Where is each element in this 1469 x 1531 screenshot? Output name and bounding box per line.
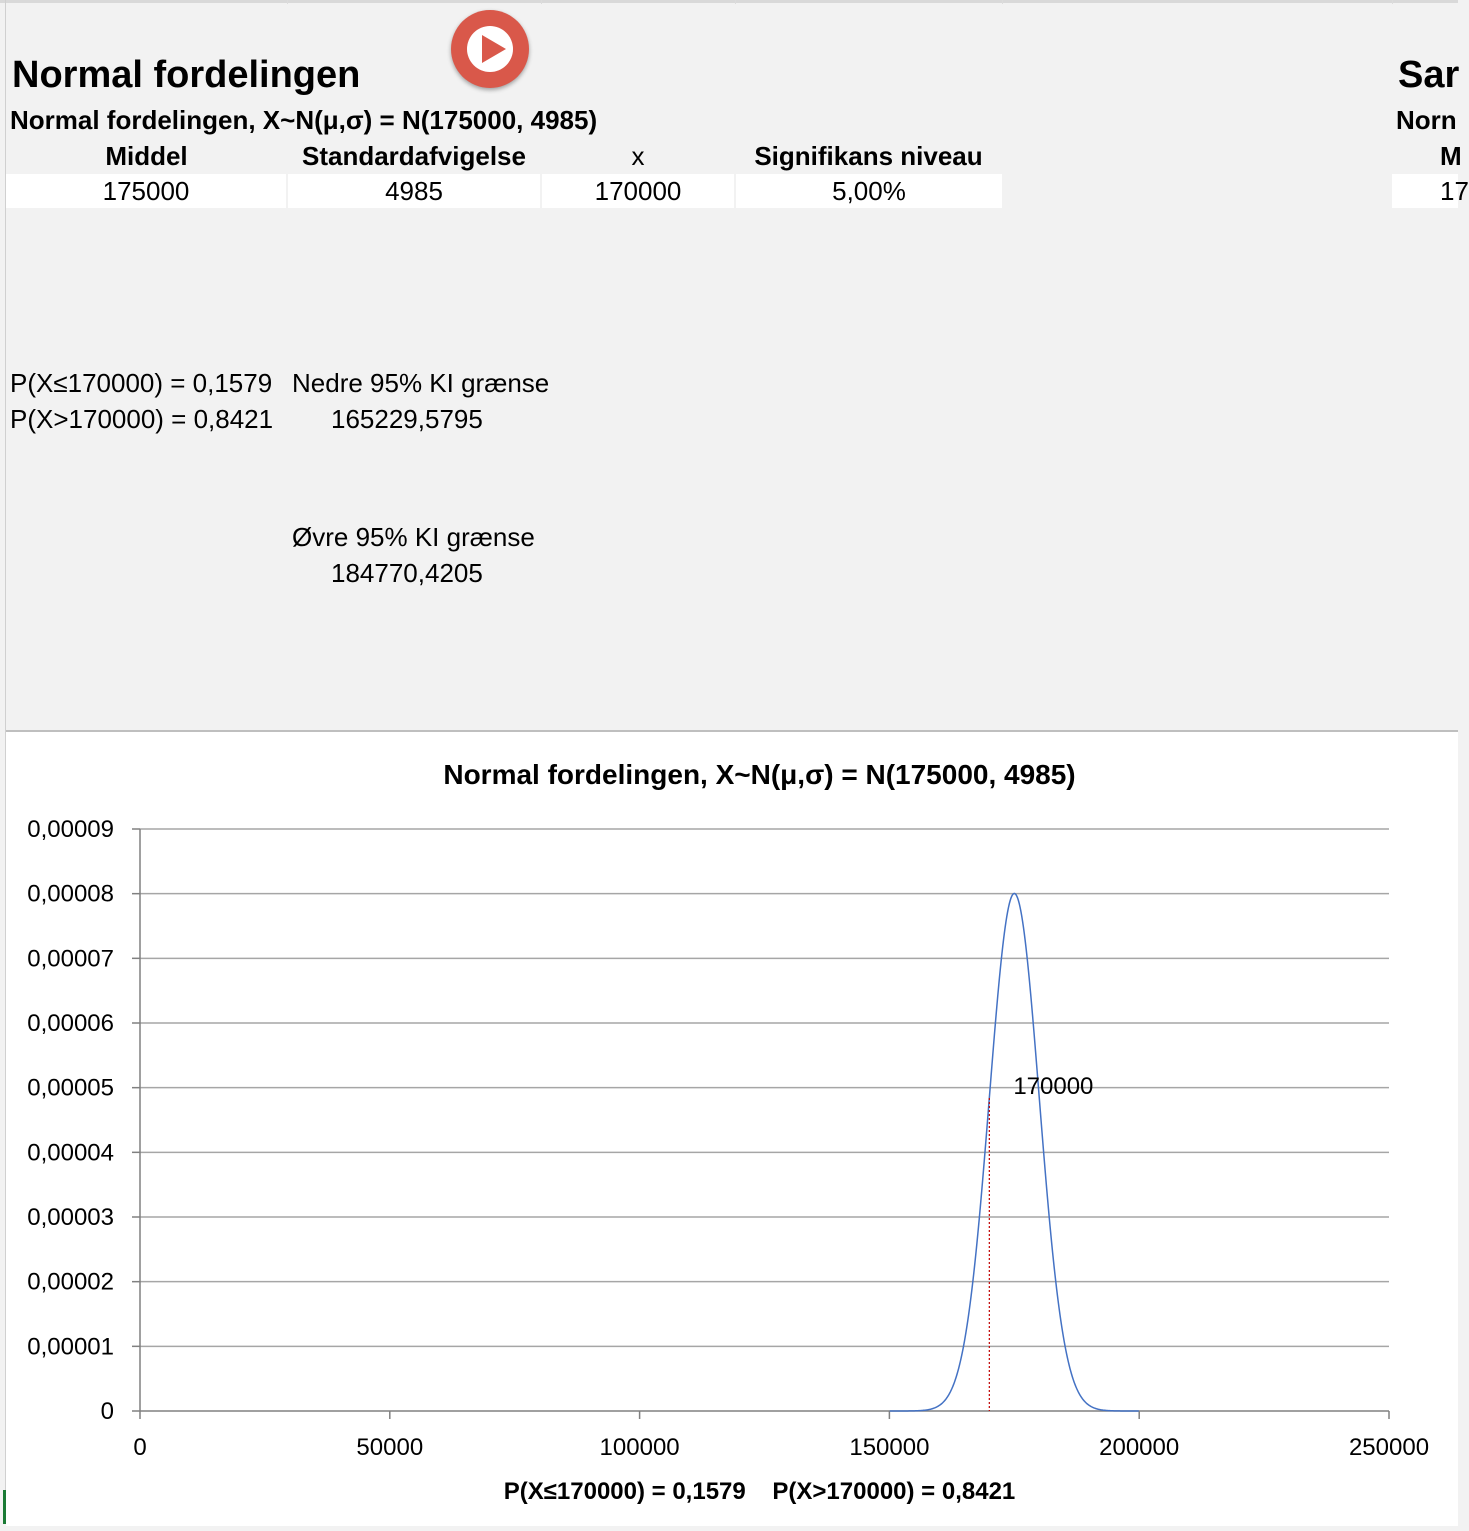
x-tick-label: 200000 bbox=[1099, 1434, 1180, 1461]
header-standardafvigelse: Standardafvigelse bbox=[302, 141, 526, 171]
p-greater: P(X>170000) = 0,8421 bbox=[10, 404, 274, 434]
right-sheet-subtitle: Norn bbox=[1396, 105, 1457, 135]
column-gridline bbox=[735, 0, 736, 4]
header-signifikans-niveau: Signifikans niveau bbox=[754, 141, 983, 171]
play-button[interactable] bbox=[451, 10, 529, 88]
y-tick-label: 0 bbox=[100, 1398, 114, 1425]
column-gridline bbox=[541, 0, 542, 4]
input-standardafvigelse[interactable]: 4985 bbox=[288, 174, 540, 208]
x-marker-label: 170000 bbox=[1013, 1073, 1094, 1101]
sheet-title: Normal fordelingen bbox=[12, 54, 361, 96]
y-tick-label: 0,00008 bbox=[27, 880, 114, 908]
right-value[interactable]: 17 bbox=[1392, 174, 1458, 208]
y-tick-label: 0,00006 bbox=[27, 1010, 114, 1037]
y-tick-label: 0,00001 bbox=[27, 1333, 114, 1361]
chart-area[interactable] bbox=[6, 730, 1458, 1526]
upper-ci-label: Øvre 95% KI grænse bbox=[292, 522, 535, 552]
column-gridline bbox=[287, 0, 288, 4]
x-tick-label: 0 bbox=[133, 1434, 147, 1461]
x-tick-label: 150000 bbox=[849, 1434, 930, 1461]
x-tick-label: 100000 bbox=[599, 1434, 680, 1461]
normal-distribution-chart bbox=[6, 732, 1458, 1526]
sheet-top-border bbox=[0, 0, 1458, 3]
x-tick-label: 50000 bbox=[356, 1434, 424, 1461]
header-middel: Middel bbox=[105, 141, 188, 171]
x-axis-label: P(X≤170000) = 0,1579 P(X>170000) = 0,8421 bbox=[503, 1478, 1016, 1505]
upper-ci-value: 184770,4205 bbox=[331, 558, 483, 588]
right-header: M bbox=[1440, 141, 1462, 171]
column-gridline bbox=[1002, 0, 1003, 4]
y-tick-label: 0,00002 bbox=[27, 1268, 114, 1296]
lower-ci-value: 165229,5795 bbox=[331, 404, 483, 434]
input-middel[interactable]: 175000 bbox=[6, 174, 286, 208]
play-icon bbox=[451, 10, 529, 88]
x-tick-label: 250000 bbox=[1348, 1434, 1430, 1461]
y-tick-label: 0,00003 bbox=[27, 1204, 114, 1231]
y-tick-label: 0,00004 bbox=[27, 1139, 114, 1167]
chart-title: Normal fordelingen, X~N(μ,σ) = N(175000, 4985) bbox=[443, 759, 1076, 790]
sheet-subtitle: Normal fordelingen, X~N(μ,σ) = N(175000, 4985) bbox=[10, 105, 598, 135]
input-x[interactable]: 170000 bbox=[542, 174, 734, 208]
header-x: x bbox=[631, 141, 645, 171]
lower-ci-label: Nedre 95% KI grænse bbox=[292, 368, 550, 398]
p-less-equal: P(X≤170000) = 0,1579 bbox=[10, 368, 273, 398]
y-tick-label: 0,00007 bbox=[27, 945, 114, 973]
y-tick-label: 0,00009 bbox=[27, 816, 114, 843]
right-sheet-title: Sar bbox=[1398, 54, 1460, 96]
selection-edge bbox=[3, 1490, 6, 1524]
input-signifikans-niveau[interactable]: 5,00% bbox=[736, 174, 1002, 208]
y-tick-label: 0,00005 bbox=[27, 1074, 114, 1102]
column-gridline bbox=[1392, 0, 1393, 4]
